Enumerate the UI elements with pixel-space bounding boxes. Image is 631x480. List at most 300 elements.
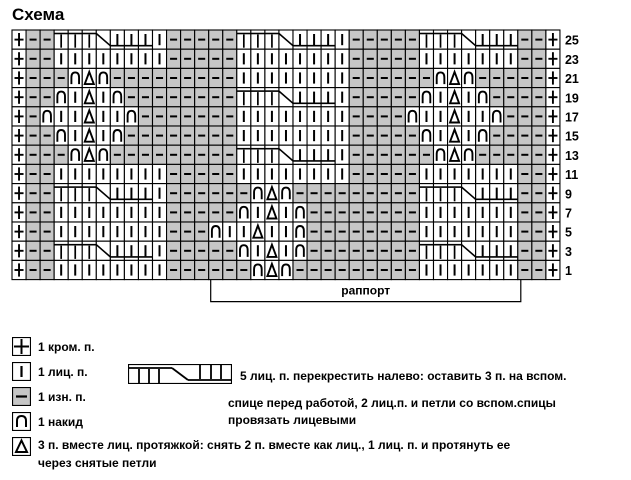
chart-cell-purl bbox=[349, 126, 363, 145]
chart-cell-purl bbox=[349, 88, 363, 107]
chart-cell-knit bbox=[82, 260, 96, 279]
chart-cell-knit bbox=[251, 49, 265, 68]
chart-cell-purl bbox=[26, 107, 40, 126]
chart-cell-cross-mid bbox=[434, 241, 448, 260]
legend-knit-icon bbox=[12, 362, 31, 381]
chart-cell-purl bbox=[26, 126, 40, 145]
chart-cell-knit bbox=[335, 126, 349, 145]
chart-cell-central-double-decrease bbox=[448, 126, 462, 145]
chart-cell-central-double-decrease bbox=[448, 88, 462, 107]
chart-cell-purl bbox=[391, 203, 405, 222]
chart-cell-purl bbox=[26, 164, 40, 183]
chart-cell-knit bbox=[237, 126, 251, 145]
chart-cell-purl bbox=[26, 30, 40, 49]
chart-cell-knit bbox=[335, 107, 349, 126]
chart-cell-purl bbox=[237, 260, 251, 279]
chart-cell-knit bbox=[419, 164, 433, 183]
chart-cell-purl bbox=[518, 145, 532, 164]
chart-cell-purl bbox=[40, 30, 54, 49]
chart-cell-knit bbox=[54, 107, 68, 126]
chart-cell-purl bbox=[419, 68, 433, 87]
chart-cell-knit bbox=[434, 164, 448, 183]
chart-cell-purl bbox=[209, 107, 223, 126]
chart-cell-purl bbox=[391, 222, 405, 241]
chart-cell-purl bbox=[377, 30, 391, 49]
chart-cell-purl bbox=[321, 241, 335, 260]
chart-cell-purl bbox=[490, 88, 504, 107]
chart-cell-knit bbox=[265, 68, 279, 87]
chart-cell-purl bbox=[167, 184, 181, 203]
chart-cell-purl bbox=[209, 260, 223, 279]
chart-cell-purl bbox=[110, 68, 124, 87]
chart-cell-purl bbox=[26, 260, 40, 279]
chart-cell-cross-start bbox=[237, 88, 251, 107]
chart-cell-purl bbox=[377, 126, 391, 145]
legend-yarn-over-icon bbox=[12, 412, 31, 431]
chart-cell-purl bbox=[195, 88, 209, 107]
chart-cell-yarn-over bbox=[110, 88, 124, 107]
chart-cell-knit bbox=[490, 164, 504, 183]
chart-cell-edge-stitch bbox=[546, 164, 560, 183]
chart-cell-yarn-over bbox=[54, 88, 68, 107]
chart-cell-purl bbox=[321, 184, 335, 203]
chart-cell-purl bbox=[167, 145, 181, 164]
chart-cell-purl bbox=[167, 203, 181, 222]
chart-cell-purl bbox=[153, 88, 167, 107]
chart-cell-purl bbox=[195, 222, 209, 241]
chart-cell-knit bbox=[54, 49, 68, 68]
chart-cell-purl bbox=[391, 88, 405, 107]
chart-cell-purl bbox=[40, 184, 54, 203]
chart-cell-knit bbox=[96, 49, 110, 68]
chart-cell-purl bbox=[363, 184, 377, 203]
chart-cell-knit bbox=[153, 222, 167, 241]
chart-cell-purl bbox=[209, 126, 223, 145]
chart-cell-purl bbox=[504, 68, 518, 87]
chart-cell-purl bbox=[321, 260, 335, 279]
chart-cell-knit bbox=[265, 49, 279, 68]
chart-cell-cross-mid bbox=[82, 30, 96, 49]
chart-cell-purl bbox=[363, 30, 377, 49]
chart-cell-knit bbox=[419, 222, 433, 241]
chart-cell-purl bbox=[532, 49, 546, 68]
row-number-label: 13 bbox=[564, 148, 579, 163]
chart-cell-yarn-over bbox=[237, 241, 251, 260]
chart-cell-purl bbox=[349, 222, 363, 241]
chart-cell-cross-mid bbox=[448, 184, 462, 203]
chart-cell-purl bbox=[518, 30, 532, 49]
chart-cell-knit bbox=[153, 241, 167, 260]
chart-cell-central-double-decrease bbox=[448, 145, 462, 164]
chart-cell-cross-end bbox=[462, 241, 476, 260]
chart-cell-purl bbox=[532, 88, 546, 107]
chart-cell-edge-stitch bbox=[12, 222, 26, 241]
chart-cell-edge-stitch bbox=[12, 126, 26, 145]
chart-cell-purl bbox=[349, 203, 363, 222]
chart-cell-knit bbox=[434, 107, 448, 126]
chart-cell-edge-stitch bbox=[546, 203, 560, 222]
chart-cell-knit bbox=[237, 164, 251, 183]
chart-cell-purl bbox=[40, 88, 54, 107]
chart-cell-purl bbox=[138, 68, 152, 87]
chart-cell-purl bbox=[40, 164, 54, 183]
chart-cell-knit bbox=[434, 222, 448, 241]
chart-cell-knit bbox=[82, 222, 96, 241]
chart-cell-purl bbox=[209, 145, 223, 164]
row-number-label: 25 bbox=[564, 33, 579, 48]
chart-cell-yarn-over bbox=[419, 126, 433, 145]
chart-cell-knit bbox=[279, 49, 293, 68]
row-number-label: 9 bbox=[564, 187, 572, 202]
chart-cell-central-double-decrease bbox=[448, 107, 462, 126]
chart-cell-purl bbox=[40, 203, 54, 222]
legend-decrease-label-1: 3 п. вместе лиц. протяжкой: снять 2 п. вместе как лиц., 1 лиц. п. и протянуть ее bbox=[38, 438, 511, 452]
chart-cell-purl bbox=[307, 184, 321, 203]
legend-cross-label-2: спице перед работой, 2 лиц.п. и петли со вспом.спицы bbox=[228, 396, 556, 410]
chart-cell-purl bbox=[405, 145, 419, 164]
chart-cell-purl bbox=[405, 30, 419, 49]
chart-cell-cross-end bbox=[462, 30, 476, 49]
chart-cell-knit bbox=[54, 260, 68, 279]
chart-cell-purl bbox=[363, 145, 377, 164]
chart-cell-cross-end bbox=[279, 88, 293, 107]
chart-cell-knit bbox=[434, 126, 448, 145]
chart-cell-knit bbox=[293, 164, 307, 183]
chart-cell-edge-stitch bbox=[546, 126, 560, 145]
chart-cell-purl bbox=[223, 184, 237, 203]
chart-cell-cross-mid bbox=[68, 241, 82, 260]
chart-cell-purl bbox=[26, 88, 40, 107]
chart-cell-knit bbox=[307, 49, 321, 68]
diagram-title: Схема bbox=[12, 5, 65, 24]
chart-cell-knit bbox=[462, 164, 476, 183]
chart-cell-purl bbox=[349, 68, 363, 87]
chart-cell-yarn-over bbox=[405, 107, 419, 126]
chart-cells bbox=[12, 30, 560, 280]
chart-cell-purl bbox=[40, 145, 54, 164]
chart-cell-purl bbox=[391, 68, 405, 87]
chart-cell-purl bbox=[518, 68, 532, 87]
chart-cell-purl bbox=[532, 126, 546, 145]
chart-cell-purl bbox=[532, 260, 546, 279]
chart-cell-yarn-over bbox=[209, 222, 223, 241]
chart-cell-knit bbox=[138, 164, 152, 183]
chart-cell-purl bbox=[181, 241, 195, 260]
chart-cell-purl bbox=[532, 203, 546, 222]
chart-cell-knit bbox=[153, 164, 167, 183]
chart-cell-knit bbox=[68, 88, 82, 107]
chart-cell-knit bbox=[335, 164, 349, 183]
chart-cell-knit bbox=[110, 222, 124, 241]
chart-cell-purl bbox=[377, 241, 391, 260]
chart-cell-purl bbox=[181, 222, 195, 241]
chart-cell-yarn-over bbox=[293, 222, 307, 241]
row-number-label: 23 bbox=[564, 52, 579, 67]
legend-decrease-icon bbox=[12, 437, 31, 456]
chart-cell-knit bbox=[462, 88, 476, 107]
chart-cell-knit bbox=[251, 126, 265, 145]
chart-cell-knit bbox=[293, 68, 307, 87]
chart-cell-knit bbox=[504, 203, 518, 222]
chart-cell-purl bbox=[181, 203, 195, 222]
chart-cell-purl bbox=[476, 145, 490, 164]
chart-cell-purl bbox=[490, 68, 504, 87]
chart-cell-knit bbox=[265, 107, 279, 126]
chart-cell-knit bbox=[251, 241, 265, 260]
chart-cell-purl bbox=[110, 145, 124, 164]
chart-cell-edge-stitch bbox=[546, 145, 560, 164]
chart-cell-knit bbox=[153, 184, 167, 203]
chart-cell-central-double-decrease bbox=[82, 145, 96, 164]
chart-cell-purl bbox=[377, 107, 391, 126]
chart-cell-purl bbox=[349, 184, 363, 203]
chart-cell-knit bbox=[68, 222, 82, 241]
chart-cell-purl bbox=[195, 164, 209, 183]
chart-cell-knit bbox=[335, 88, 349, 107]
chart-cell-purl bbox=[167, 107, 181, 126]
chart-cell-purl bbox=[518, 241, 532, 260]
chart-cell-knit bbox=[110, 107, 124, 126]
chart-cell-knit bbox=[96, 164, 110, 183]
chart-cell-knit bbox=[124, 222, 138, 241]
chart-cell-purl bbox=[195, 184, 209, 203]
chart-cell-cross-start bbox=[54, 184, 68, 203]
chart-cell-cross-end bbox=[96, 30, 110, 49]
chart-cell-purl bbox=[377, 203, 391, 222]
chart-cell-purl bbox=[335, 222, 349, 241]
chart-cell-purl bbox=[40, 68, 54, 87]
row-number-label: 21 bbox=[564, 72, 579, 87]
chart-cell-knit bbox=[96, 107, 110, 126]
chart-cell-yarn-over bbox=[96, 145, 110, 164]
chart-cell-central-double-decrease bbox=[82, 88, 96, 107]
chart-cell-purl bbox=[504, 145, 518, 164]
chart-cell-knit bbox=[448, 222, 462, 241]
chart-cell-knit bbox=[82, 203, 96, 222]
chart-cell-cross-mid bbox=[265, 88, 279, 107]
chart-cell-purl bbox=[518, 260, 532, 279]
chart-cell-knit bbox=[110, 203, 124, 222]
chart-cell-purl bbox=[153, 107, 167, 126]
chart-cell-edge-stitch bbox=[546, 68, 560, 87]
chart-cell-knit bbox=[293, 49, 307, 68]
chart-cell-central-double-decrease bbox=[265, 260, 279, 279]
chart-cell-purl bbox=[532, 184, 546, 203]
chart-cell-knit bbox=[124, 49, 138, 68]
chart-cell-knit bbox=[279, 222, 293, 241]
chart-cell-purl bbox=[209, 203, 223, 222]
chart-cell-knit bbox=[279, 164, 293, 183]
legend-knit-label: 1 лиц. п. bbox=[38, 365, 88, 379]
row-number-label: 5 bbox=[564, 225, 572, 240]
chart-cell-knit bbox=[321, 107, 335, 126]
chart-cell-purl bbox=[391, 145, 405, 164]
chart-cell-cross-mid bbox=[82, 184, 96, 203]
chart-cell-purl bbox=[138, 107, 152, 126]
chart-cell-knit bbox=[223, 222, 237, 241]
chart-cell-cross-mid bbox=[448, 241, 462, 260]
chart-cell-purl bbox=[124, 126, 138, 145]
chart-cell-purl bbox=[209, 241, 223, 260]
chart-cell-knit bbox=[138, 222, 152, 241]
chart-cell-knit bbox=[307, 126, 321, 145]
chart-cell-knit bbox=[54, 222, 68, 241]
chart-cell-central-double-decrease bbox=[265, 241, 279, 260]
chart-cell-purl bbox=[40, 241, 54, 260]
chart-cell-purl bbox=[490, 145, 504, 164]
chart-cell-knit bbox=[68, 49, 82, 68]
chart-cell-purl bbox=[124, 88, 138, 107]
chart-cell-purl bbox=[490, 126, 504, 145]
chart-cell-purl bbox=[209, 30, 223, 49]
chart-cell-edge-stitch bbox=[12, 107, 26, 126]
chart-cell-purl bbox=[195, 241, 209, 260]
chart-cell-purl bbox=[532, 30, 546, 49]
chart-cell-purl bbox=[532, 68, 546, 87]
chart-cell-knit bbox=[153, 260, 167, 279]
row-number-label: 1 bbox=[564, 264, 572, 279]
chart-cell-purl bbox=[349, 241, 363, 260]
chart-cell-knit bbox=[462, 260, 476, 279]
chart-cell-purl bbox=[391, 30, 405, 49]
chart-cell-purl bbox=[405, 184, 419, 203]
chart-cell-yarn-over bbox=[279, 260, 293, 279]
chart-cell-knit bbox=[293, 107, 307, 126]
chart-cell-purl bbox=[363, 88, 377, 107]
chart-cell-cross-mid bbox=[82, 241, 96, 260]
chart-cell-knit bbox=[54, 164, 68, 183]
chart-cell-knit bbox=[307, 68, 321, 87]
chart-cell-knit bbox=[138, 260, 152, 279]
chart-cell-purl bbox=[209, 164, 223, 183]
chart-cell-cross-start bbox=[419, 184, 433, 203]
chart-cell-knit bbox=[448, 49, 462, 68]
chart-cell-yarn-over bbox=[237, 203, 251, 222]
chart-cell-knit bbox=[476, 222, 490, 241]
chart-cell-cross-start bbox=[237, 30, 251, 49]
chart-cell-cross-mid bbox=[251, 145, 265, 164]
chart-cell-purl bbox=[518, 203, 532, 222]
chart-cell-knit bbox=[335, 68, 349, 87]
chart-cell-knit bbox=[68, 203, 82, 222]
chart-cell-knit bbox=[504, 49, 518, 68]
chart-cell-purl bbox=[223, 88, 237, 107]
legend-decrease-label-2: через снятые петли bbox=[38, 456, 157, 470]
chart-cell-purl bbox=[349, 164, 363, 183]
chart-cell-purl bbox=[532, 107, 546, 126]
chart-cell-purl bbox=[307, 222, 321, 241]
repeat-bracket bbox=[211, 280, 521, 302]
chart-cell-purl bbox=[195, 49, 209, 68]
chart-cell-purl bbox=[363, 107, 377, 126]
chart-cell-knit bbox=[68, 126, 82, 145]
chart-cell-central-double-decrease bbox=[265, 203, 279, 222]
chart-cell-purl bbox=[26, 145, 40, 164]
chart-cell-purl bbox=[124, 68, 138, 87]
chart-cell-cross-end bbox=[279, 145, 293, 164]
chart-cell-purl bbox=[405, 260, 419, 279]
chart-cell-knit bbox=[237, 68, 251, 87]
chart-cell-edge-stitch bbox=[12, 164, 26, 183]
chart-cell-central-double-decrease bbox=[251, 222, 265, 241]
chart-cell-purl bbox=[167, 222, 181, 241]
chart-cell-purl bbox=[167, 241, 181, 260]
chart-cell-purl bbox=[363, 164, 377, 183]
chart-cell-cross-start bbox=[237, 145, 251, 164]
chart-cell-yarn-over bbox=[434, 68, 448, 87]
chart-cell-knit bbox=[476, 260, 490, 279]
chart-cell-knit bbox=[490, 222, 504, 241]
chart-cell-purl bbox=[138, 126, 152, 145]
chart-cell-purl bbox=[405, 222, 419, 241]
chart-cell-cross-mid bbox=[265, 30, 279, 49]
chart-cell-yarn-over bbox=[40, 107, 54, 126]
chart-cell-cross-mid bbox=[68, 184, 82, 203]
chart-cell-purl bbox=[181, 260, 195, 279]
chart-cell-knit bbox=[251, 203, 265, 222]
chart-cell-purl bbox=[223, 145, 237, 164]
chart-cell-purl bbox=[405, 49, 419, 68]
chart-cell-knit bbox=[448, 203, 462, 222]
chart-cell-purl bbox=[391, 241, 405, 260]
chart-cell-yarn-over bbox=[419, 88, 433, 107]
chart-cell-purl bbox=[335, 260, 349, 279]
chart-cell-cross-start bbox=[54, 241, 68, 260]
chart-cell-purl bbox=[518, 126, 532, 145]
row-number-label: 17 bbox=[564, 110, 579, 125]
chart-cell-purl bbox=[167, 126, 181, 145]
chart-cell-purl bbox=[195, 203, 209, 222]
chart-cell-purl bbox=[195, 107, 209, 126]
chart-cell-purl bbox=[532, 222, 546, 241]
chart-cell-purl bbox=[307, 241, 321, 260]
chart-cell-knit bbox=[82, 49, 96, 68]
chart-cell-purl bbox=[167, 88, 181, 107]
chart-cell-purl bbox=[307, 203, 321, 222]
chart-cell-knit bbox=[335, 30, 349, 49]
chart-cell-knit bbox=[251, 68, 265, 87]
chart-cell-knit bbox=[462, 126, 476, 145]
chart-cell-purl bbox=[363, 241, 377, 260]
chart-cell-knit bbox=[335, 49, 349, 68]
chart-cell-knit bbox=[153, 30, 167, 49]
chart-cell-knit bbox=[504, 222, 518, 241]
chart-cell-knit bbox=[124, 203, 138, 222]
chart-cell-knit bbox=[251, 164, 265, 183]
chart-cell-knit bbox=[321, 68, 335, 87]
chart-cell-knit bbox=[321, 126, 335, 145]
chart-cell-purl bbox=[181, 126, 195, 145]
chart-cell-purl bbox=[223, 203, 237, 222]
chart-cell-purl bbox=[363, 222, 377, 241]
chart-cell-purl bbox=[40, 222, 54, 241]
chart-cell-knit bbox=[504, 260, 518, 279]
chart-cell-knit bbox=[279, 126, 293, 145]
chart-cell-purl bbox=[363, 203, 377, 222]
chart-cell-knit bbox=[504, 164, 518, 183]
legend-cross-icon bbox=[128, 364, 232, 384]
chart-cell-knit bbox=[68, 107, 82, 126]
chart-cell-central-double-decrease bbox=[448, 68, 462, 87]
chart-cell-central-double-decrease bbox=[82, 107, 96, 126]
chart-cell-purl bbox=[504, 88, 518, 107]
chart-cell-knit bbox=[265, 222, 279, 241]
chart-cell-purl bbox=[153, 68, 167, 87]
chart-cell-knit bbox=[462, 49, 476, 68]
legend-yarn-over-label: 1 накид bbox=[38, 415, 83, 429]
chart-cell-purl bbox=[321, 203, 335, 222]
chart-cell-purl bbox=[349, 260, 363, 279]
